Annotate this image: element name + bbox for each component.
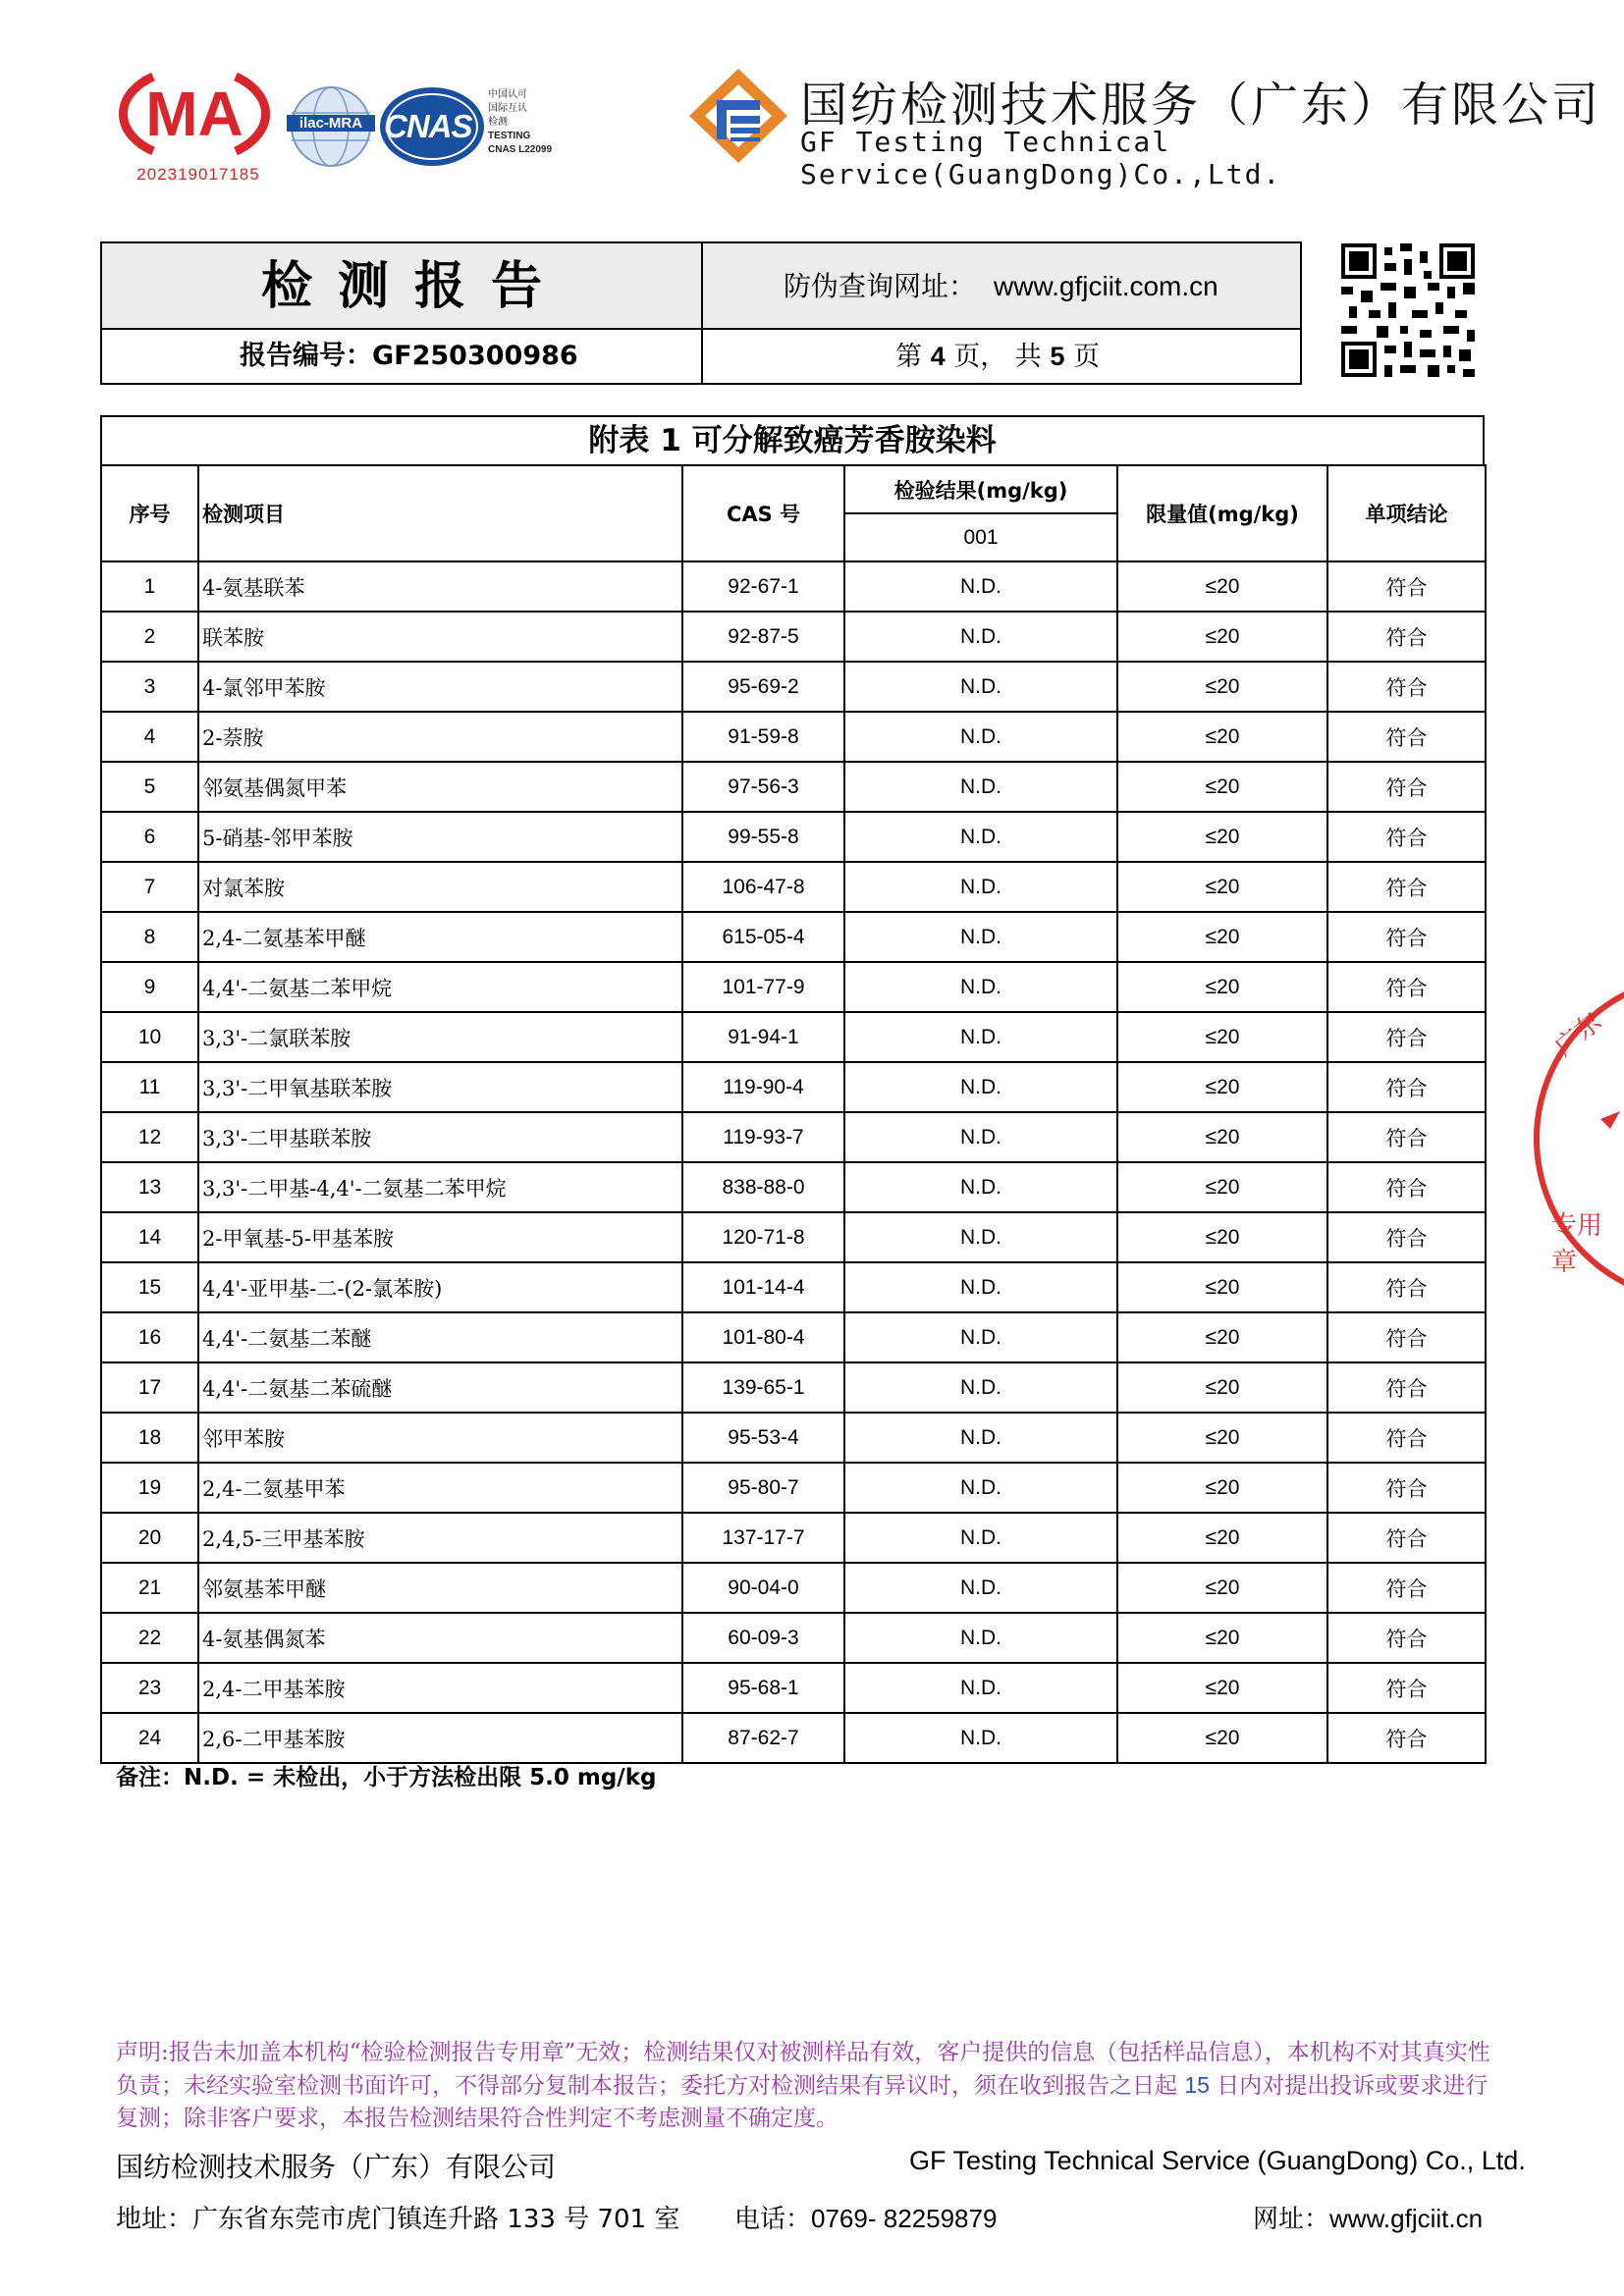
cell-item: 2-甲氧基-5-甲基苯胺 — [198, 1212, 682, 1262]
footer-company-en: GF Testing Technical Service (GuangDong) Co., Ltd. — [909, 2146, 1526, 2175]
cell-cas: 92-87-5 — [682, 612, 844, 662]
cell-no: 13 — [101, 1162, 198, 1212]
cell-cas: 101-14-4 — [682, 1262, 844, 1312]
cell-result: N.D. — [844, 1012, 1117, 1062]
footer-address: 地址：广东省东莞市虎门镇连升路 133 号 701 室 — [116, 2205, 680, 2234]
gf-company-logo-icon — [687, 67, 789, 165]
cell-conclusion: 符合 — [1327, 662, 1486, 712]
cell-conclusion: 符合 — [1327, 1463, 1486, 1513]
cell-item: 3,3'-二氯联苯胺 — [198, 1012, 682, 1062]
cell-result: N.D. — [844, 1563, 1117, 1613]
cell-cas: 60-09-3 — [682, 1613, 844, 1663]
cell-cas: 120-71-8 — [682, 1212, 844, 1262]
cell-conclusion: 符合 — [1327, 1262, 1486, 1312]
col-header-result: 检验结果(mg/kg) — [844, 465, 1117, 513]
cell-limit: ≤20 — [1117, 1212, 1327, 1262]
col-header-conclusion: 单项结论 — [1327, 465, 1486, 561]
cell-item: 4,4'-二氨基二苯甲烷 — [198, 962, 682, 1012]
table-note: 备注：N.D. = 未检出，小于方法检出限 5.0 mg/kg — [116, 1765, 657, 1790]
cell-item: 2-萘胺 — [198, 712, 682, 762]
ilac-mra-label: ilac-MRA — [287, 115, 375, 132]
company-name-cn: 国纺检测技术服务（广东）有限公司 — [800, 78, 1602, 133]
cell-limit: ≤20 — [1117, 1262, 1327, 1312]
declaration: 声明:报告未加盖本机构“检验检测报告专用章”无效；检测结果仅对被测样品有效，客户提供的信息（包括样品信息），本机构不对其真实性负责；未经实验室检测书面许可，不得部分复制本报告；委托方对检测结果有异议时，须在收到报告之日起 15 日内对提出投诉或要求进行复测；除非客户要求，本报告检测结果符合性判定不考虑测量不确定度。 — [116, 2040, 1490, 2131]
table-row — [101, 1663, 1486, 1713]
cma-logo — [116, 69, 273, 184]
cell-limit: ≤20 — [1117, 1713, 1327, 1763]
cell-item: 联苯胺 — [198, 612, 682, 662]
table-row — [101, 962, 1486, 1012]
anti-fake-query — [703, 243, 1300, 330]
table-row — [101, 1713, 1486, 1763]
footer-website: 网址：www.gfjciit.cn — [1253, 2204, 1484, 2234]
cell-result: N.D. — [844, 1312, 1117, 1362]
table-caption: 附表 1 可分解致癌芳香胺染料 — [100, 415, 1485, 464]
table-row — [101, 1413, 1486, 1463]
cma-mark-icon — [116, 69, 273, 167]
cell-conclusion: 符合 — [1327, 862, 1486, 912]
cell-result: N.D. — [844, 1112, 1117, 1162]
cell-no: 15 — [101, 1262, 198, 1312]
cell-result: N.D. — [844, 912, 1117, 962]
table-row — [101, 662, 1486, 712]
cell-result: N.D. — [844, 561, 1117, 612]
cell-cas: 95-68-1 — [682, 1663, 844, 1713]
cell-limit: ≤20 — [1117, 662, 1327, 712]
table-row — [101, 1563, 1486, 1613]
cell-no: 23 — [101, 1663, 198, 1713]
cell-cas: 615-05-4 — [682, 912, 844, 962]
cell-result: N.D. — [844, 1212, 1117, 1262]
cell-conclusion: 符合 — [1327, 1212, 1486, 1262]
table-row — [101, 1262, 1486, 1312]
cell-result: N.D. — [844, 1062, 1117, 1112]
cell-no: 17 — [101, 1362, 198, 1413]
cell-limit: ≤20 — [1117, 762, 1327, 812]
cell-no: 10 — [101, 1012, 198, 1062]
cell-item: 4,4'-亚甲基-二-(2-氯苯胺) — [198, 1262, 682, 1312]
cell-no: 14 — [101, 1212, 198, 1262]
cell-result: N.D. — [844, 1713, 1117, 1763]
cell-limit: ≤20 — [1117, 912, 1327, 962]
cell-item: 4-氨基联苯 — [198, 561, 682, 612]
cell-item: 2,6-二甲基苯胺 — [198, 1713, 682, 1763]
stamp-text-top: 广东 — [1549, 1007, 1608, 1063]
cell-no: 20 — [101, 1513, 198, 1563]
col-header-item: 检测项目 — [198, 465, 682, 561]
table-row — [101, 1212, 1486, 1262]
cell-result: N.D. — [844, 612, 1117, 662]
cell-result: N.D. — [844, 1663, 1117, 1713]
table-row — [101, 862, 1486, 912]
cell-cas: 90-04-0 — [682, 1563, 844, 1613]
cell-conclusion: 符合 — [1327, 1112, 1486, 1162]
cell-result: N.D. — [844, 962, 1117, 1012]
carcinogenic-amine-table — [100, 415, 1485, 1764]
cell-limit: ≤20 — [1117, 962, 1327, 1012]
cell-no: 18 — [101, 1413, 198, 1463]
cnas-side-text: 中国认可 国际互认 检测 TESTING CNAS L22099 — [488, 89, 553, 155]
cell-no: 21 — [101, 1563, 198, 1613]
cell-limit: ≤20 — [1117, 561, 1327, 612]
cnas-label: CNAS — [384, 108, 472, 144]
cell-conclusion: 符合 — [1327, 912, 1486, 962]
report-title: 检测报告 — [102, 243, 703, 330]
cell-item: 2,4-二氨基甲苯 — [198, 1463, 682, 1513]
cell-conclusion: 符合 — [1327, 1663, 1486, 1713]
cell-cas: 87-62-7 — [682, 1713, 844, 1763]
svg-text:MA: MA — [145, 79, 244, 149]
cell-result: N.D. — [844, 662, 1117, 712]
cell-result: N.D. — [844, 1262, 1117, 1312]
cell-cas: 91-94-1 — [682, 1012, 844, 1062]
col-header-sample: 001 — [844, 513, 1117, 561]
cell-no: 24 — [101, 1713, 198, 1763]
cell-result: N.D. — [844, 712, 1117, 762]
table-row — [101, 1112, 1486, 1162]
cell-conclusion: 符合 — [1327, 1312, 1486, 1362]
cell-result: N.D. — [844, 1413, 1117, 1463]
table-row — [101, 712, 1486, 762]
cell-no: 2 — [101, 612, 198, 662]
page-current: 4 — [930, 342, 946, 371]
col-header-limit: 限量值(mg/kg) — [1117, 465, 1327, 561]
table-body — [101, 561, 1486, 1763]
table-row — [101, 1312, 1486, 1362]
cell-limit: ≤20 — [1117, 1413, 1327, 1463]
page-indicator: 第 4 页， 共 5 页 — [895, 342, 1101, 372]
cell-cas: 91-59-8 — [682, 712, 844, 762]
table-row — [101, 1362, 1486, 1413]
cell-conclusion: 符合 — [1327, 712, 1486, 762]
cell-conclusion: 符合 — [1327, 1613, 1486, 1663]
cell-result: N.D. — [844, 1613, 1117, 1663]
cell-item: 3,3'-二甲氧基联苯胺 — [198, 1062, 682, 1112]
cell-no: 22 — [101, 1613, 198, 1663]
cell-result: N.D. — [844, 762, 1117, 812]
cell-conclusion: 符合 — [1327, 1062, 1486, 1112]
cell-limit: ≤20 — [1117, 1162, 1327, 1212]
cell-limit: ≤20 — [1117, 1062, 1327, 1112]
cell-cas: 95-53-4 — [682, 1413, 844, 1463]
cell-conclusion: 符合 — [1327, 962, 1486, 1012]
cell-item: 2,4,5-三甲基苯胺 — [198, 1513, 682, 1563]
cell-item: 邻氨基偶氮甲苯 — [198, 762, 682, 812]
cell-cas: 99-55-8 — [682, 812, 844, 862]
table-row — [101, 1513, 1486, 1563]
cell-conclusion: 符合 — [1327, 1713, 1486, 1763]
cell-cas: 106-47-8 — [682, 862, 844, 912]
cell-conclusion: 符合 — [1327, 1362, 1486, 1413]
cell-item: 4-氨基偶氮苯 — [198, 1613, 682, 1663]
cell-result: N.D. — [844, 812, 1117, 862]
cell-cas: 97-56-3 — [682, 762, 844, 812]
table-row — [101, 1162, 1486, 1212]
table-row — [101, 612, 1486, 662]
cell-item: 邻甲苯胺 — [198, 1413, 682, 1463]
company-name-en: GF Testing Technical Service(GuangDong)Co.,Ltd. — [800, 126, 1282, 190]
anti-fake-label: 防伪查询网址： — [784, 270, 977, 302]
cell-conclusion: 符合 — [1327, 561, 1486, 612]
results-table — [100, 464, 1487, 1764]
cell-limit: ≤20 — [1117, 1563, 1327, 1613]
cell-limit: ≤20 — [1117, 1362, 1327, 1413]
cma-number: 202319017185 — [136, 165, 260, 184]
cell-result: N.D. — [844, 1162, 1117, 1212]
table-row — [101, 912, 1486, 962]
cell-conclusion: 符合 — [1327, 762, 1486, 812]
col-header-cas: CAS 号 — [682, 465, 844, 561]
cell-conclusion: 符合 — [1327, 1413, 1486, 1463]
cell-item: 对氯苯胺 — [198, 862, 682, 912]
table-row — [101, 812, 1486, 862]
cell-limit: ≤20 — [1117, 1513, 1327, 1563]
cell-no: 1 — [101, 561, 198, 612]
cell-no: 16 — [101, 1312, 198, 1362]
cell-no: 7 — [101, 862, 198, 912]
qr-code-icon[interactable] — [1341, 243, 1475, 377]
cell-item: 2,4-二甲基苯胺 — [198, 1663, 682, 1713]
cell-conclusion: 符合 — [1327, 1012, 1486, 1062]
cell-limit: ≤20 — [1117, 862, 1327, 912]
cell-no: 19 — [101, 1463, 198, 1513]
official-stamp — [1532, 962, 1624, 1315]
cell-limit: ≤20 — [1117, 1312, 1327, 1362]
cell-limit: ≤20 — [1117, 812, 1327, 862]
cell-result: N.D. — [844, 1362, 1117, 1413]
cell-conclusion: 符合 — [1327, 1162, 1486, 1212]
cell-no: 9 — [101, 962, 198, 1012]
stamp-text-bottom: 专用章 — [1551, 1211, 1603, 1277]
table-row — [101, 1012, 1486, 1062]
cell-result: N.D. — [844, 862, 1117, 912]
cell-result: N.D. — [844, 1463, 1117, 1513]
table-row — [101, 561, 1486, 612]
cell-conclusion: 符合 — [1327, 1513, 1486, 1563]
report-number — [102, 330, 703, 383]
cell-item: 4,4'-二氨基二苯醚 — [198, 1312, 682, 1362]
cell-conclusion: 符合 — [1327, 1563, 1486, 1613]
cell-cas: 119-93-7 — [682, 1112, 844, 1162]
col-header-no: 序号 — [101, 465, 198, 561]
cell-conclusion: 符合 — [1327, 812, 1486, 862]
table-row — [101, 1463, 1486, 1513]
report-number-value: GF250300986 — [372, 341, 578, 371]
cell-item: 4,4'-二氨基二苯硫醚 — [198, 1362, 682, 1413]
cell-item: 邻氨基苯甲醚 — [198, 1563, 682, 1613]
cell-item: 5-硝基-邻甲苯胺 — [198, 812, 682, 862]
table-row — [101, 1062, 1486, 1112]
cell-cas: 119-90-4 — [682, 1062, 844, 1112]
cell-limit: ≤20 — [1117, 712, 1327, 762]
cell-cas: 95-80-7 — [682, 1463, 844, 1513]
cell-no: 5 — [101, 762, 198, 812]
table-row — [101, 1613, 1486, 1663]
cell-limit: ≤20 — [1117, 1112, 1327, 1162]
cell-limit: ≤20 — [1117, 1012, 1327, 1062]
cell-item: 2,4-二氨基苯甲醚 — [198, 912, 682, 962]
page-total: 5 — [1050, 342, 1065, 371]
cell-cas: 838-88-0 — [682, 1162, 844, 1212]
cell-item: 4-氯邻甲苯胺 — [198, 662, 682, 712]
cell-cas: 139-65-1 — [682, 1362, 844, 1413]
cell-limit: ≤20 — [1117, 612, 1327, 662]
cell-no: 11 — [101, 1062, 198, 1112]
cell-item: 3,3'-二甲基-4,4'-二氨基二苯甲烷 — [198, 1162, 682, 1212]
report-header-box — [100, 241, 1302, 385]
cell-no: 6 — [101, 812, 198, 862]
cell-no: 3 — [101, 662, 198, 712]
cell-cas: 137-17-7 — [682, 1513, 844, 1563]
cell-cas: 92-67-1 — [682, 561, 844, 612]
footer-company-cn: 国纺检测技术服务（广东）有限公司 — [116, 2151, 557, 2183]
table-row — [101, 762, 1486, 812]
cell-no: 12 — [101, 1112, 198, 1162]
cell-no: 8 — [101, 912, 198, 962]
footer-phone: 电话：0769- 82259879 — [734, 2204, 998, 2234]
cell-cas: 101-77-9 — [682, 962, 844, 1012]
cell-limit: ≤20 — [1117, 1663, 1327, 1713]
cell-limit: ≤20 — [1117, 1613, 1327, 1663]
cell-cas: 101-80-4 — [682, 1312, 844, 1362]
cell-limit: ≤20 — [1117, 1463, 1327, 1513]
cell-no: 4 — [101, 712, 198, 762]
cell-cas: 95-69-2 — [682, 662, 844, 712]
anti-fake-url[interactable]: www.gfjciit.com.cn — [994, 271, 1218, 301]
cell-result: N.D. — [844, 1513, 1117, 1563]
report-number-label: 报告编号： — [240, 341, 372, 371]
cell-conclusion: 符合 — [1327, 612, 1486, 662]
cell-item: 3,3'-二甲基联苯胺 — [198, 1112, 682, 1162]
